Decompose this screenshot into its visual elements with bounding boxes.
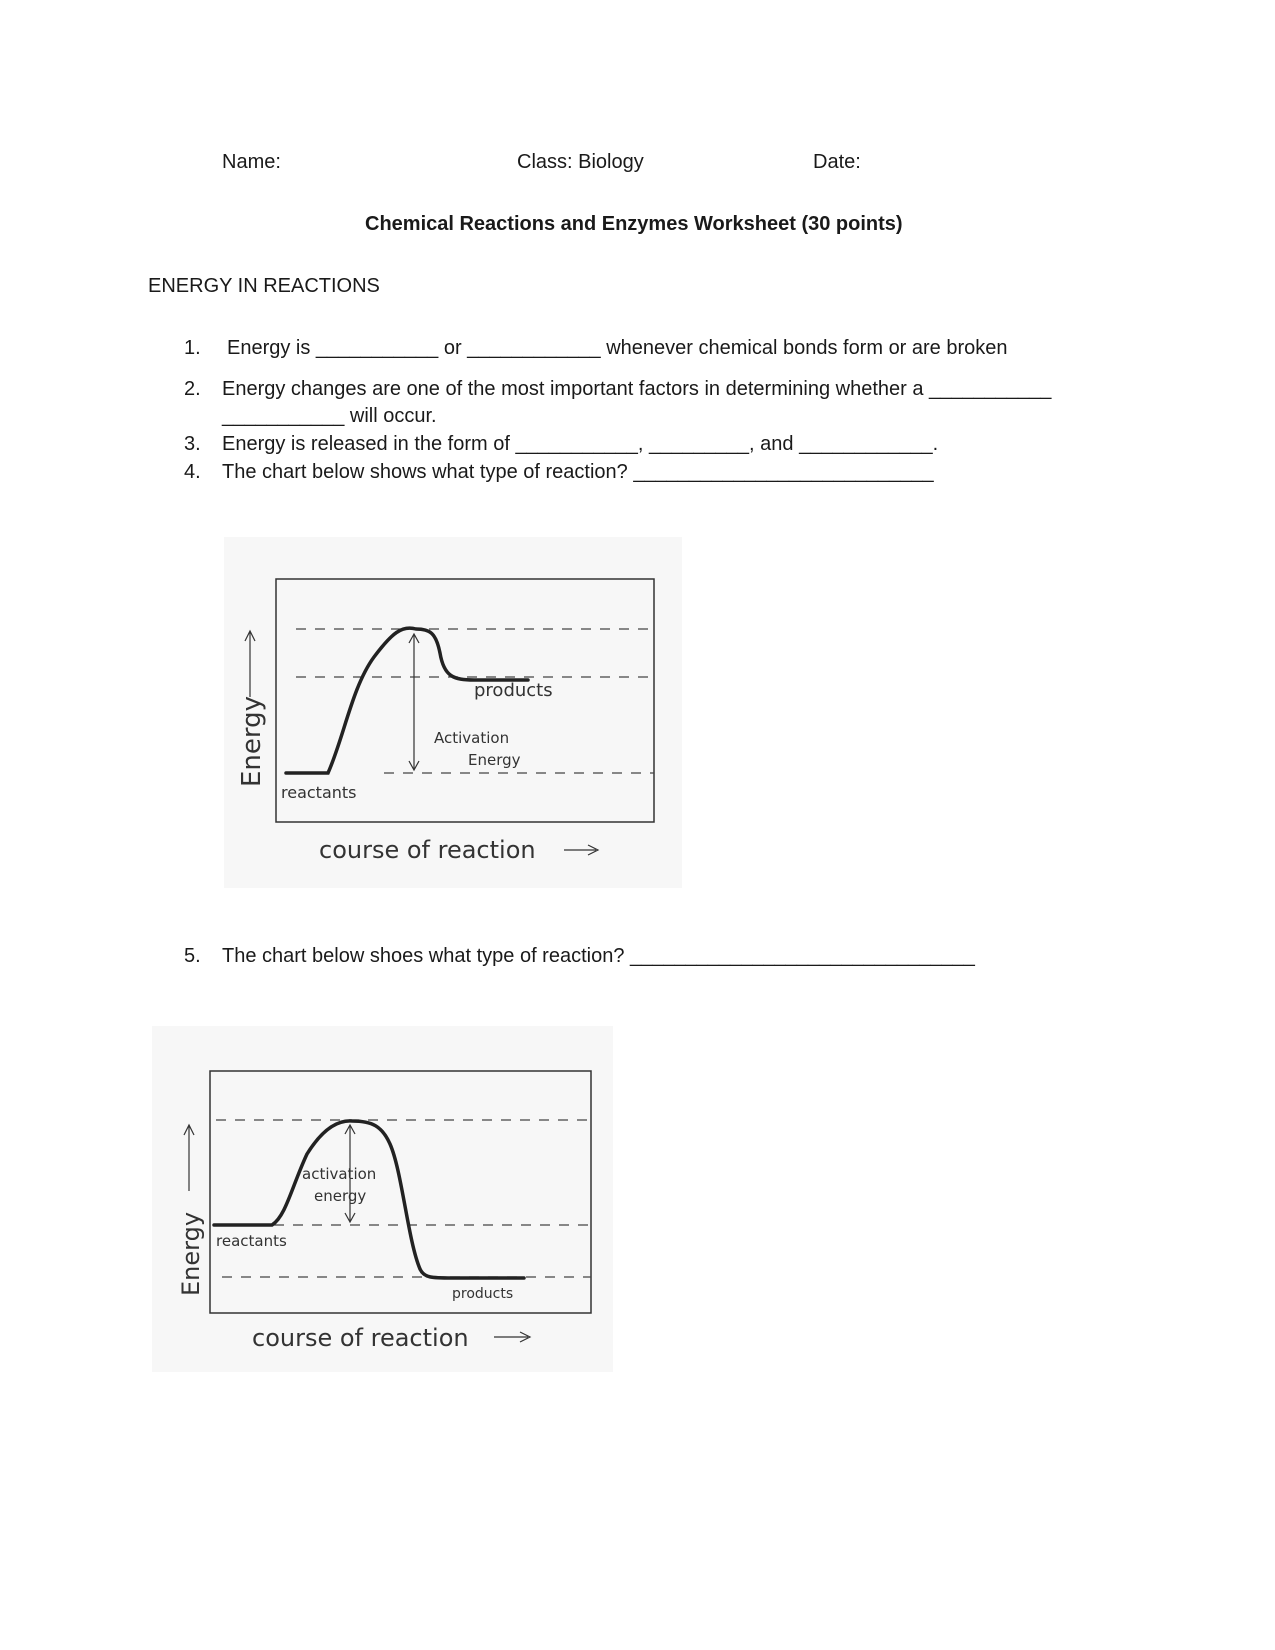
- question-4-number: 4.: [184, 461, 201, 483]
- figure-2-products-label: products: [452, 1286, 514, 1302]
- figure-1-activation-label-2: Energy: [468, 751, 521, 769]
- question-5-number: 5.: [184, 945, 201, 967]
- figure-2-energy-curve: [214, 1121, 524, 1278]
- figure-1-products-label: products: [474, 680, 553, 701]
- question-2-number: 2.: [184, 378, 201, 400]
- question-1-text: Energy is ___________ or ____________ whenever chemical bonds form or are broken: [227, 337, 1008, 359]
- figure-2-energy-diagram: [152, 1026, 613, 1372]
- date-label: Date:: [813, 151, 861, 173]
- worksheet-title: Chemical Reactions and Enzymes Worksheet (30 points): [365, 213, 903, 235]
- section-heading: ENERGY IN REACTIONS: [148, 275, 380, 297]
- question-4-text: The chart below shows what type of reaction? ___________________________: [222, 461, 934, 483]
- figure-1-x-label: course of reaction: [319, 836, 536, 864]
- figure-2-svg: [152, 1026, 613, 1372]
- figure-2-activation-label-1: activation: [302, 1165, 377, 1183]
- figure-1-energy-diagram: [224, 537, 682, 888]
- figure-2-reactants-label: reactants: [216, 1232, 287, 1250]
- figure-1-reactants-label: reactants: [281, 783, 357, 802]
- name-label: Name:: [222, 151, 281, 173]
- question-2-text-cont: ___________ will occur.: [222, 405, 437, 427]
- figure-1-y-label: Energy: [237, 695, 267, 787]
- question-2-text: Energy changes are one of the most important factors in determining whether a ___________: [222, 378, 1052, 400]
- question-3-number: 3.: [184, 433, 201, 455]
- figure-2-y-label: Energy: [177, 1211, 205, 1296]
- question-5-text: The chart below shoes what type of reaction? _______________________________: [222, 945, 975, 967]
- figure-1-svg: [224, 537, 682, 888]
- question-3-text: Energy is released in the form of ___________, _________, and ____________.: [222, 433, 939, 455]
- figure-2-x-label: course of reaction: [252, 1324, 469, 1352]
- figure-2-activation-label-2: energy: [314, 1187, 367, 1205]
- figure-1-activation-label-1: Activation: [434, 729, 510, 747]
- question-1-number: 1.: [184, 337, 201, 359]
- class-label: Class: Biology: [517, 151, 644, 173]
